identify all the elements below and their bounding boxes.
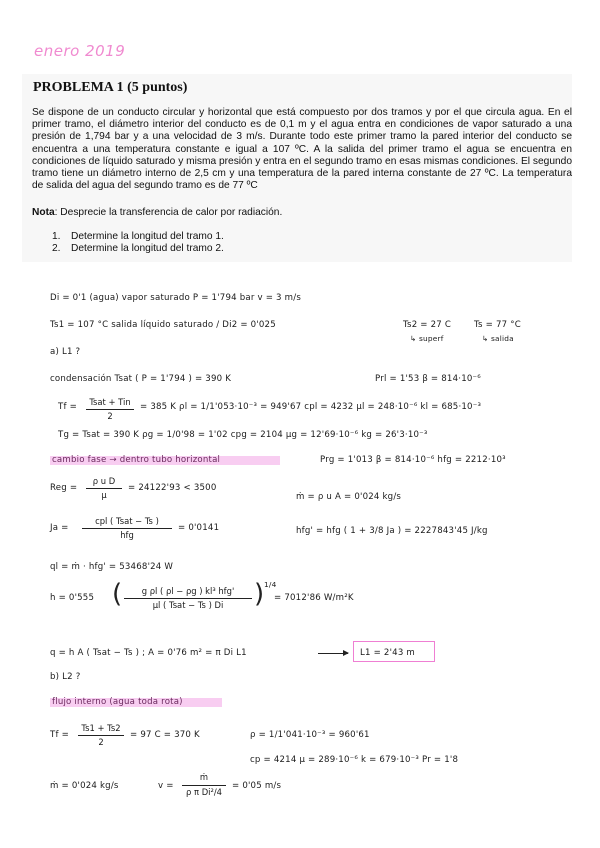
question-number: 1. bbox=[52, 231, 61, 242]
length-1-result: L1 = 2'43 m bbox=[360, 648, 415, 658]
fraction-bar bbox=[86, 488, 122, 489]
problem-note bbox=[32, 207, 282, 218]
film-temp-label: Tf = bbox=[58, 402, 78, 412]
fraction-bar bbox=[182, 785, 226, 786]
film-temp-2-label: Tf = bbox=[50, 730, 70, 740]
vapor-props-2: Prg = 1'013 β = 814·10⁻⁶ hfg = 2212·10³ bbox=[320, 455, 506, 465]
velocity-label: v = bbox=[158, 781, 174, 791]
film-temp-2-value: = 97 C = 370 K bbox=[130, 730, 200, 740]
fraction-bar bbox=[82, 528, 172, 529]
note-label: Nota bbox=[32, 207, 55, 218]
film-temp-2-numerator: Ts1 + Ts2 bbox=[81, 723, 121, 733]
velocity-value: = 0'05 m/s bbox=[232, 781, 282, 791]
question-item bbox=[52, 243, 224, 255]
film-temp-denominator: 2 bbox=[107, 411, 113, 421]
vapor-properties: Tg = Tsat = 390 K ρg = 1/0'98 = 1'02 cpg = 2104 μg = 12'69·10⁻⁶ kg = 26'3·10⁻³ bbox=[58, 430, 428, 440]
velocity-denominator: ρ π Di²/4 bbox=[186, 787, 222, 797]
open-paren-icon: ( bbox=[112, 579, 123, 609]
fraction-bar bbox=[86, 409, 134, 410]
htc-value: = 7012'86 W/m²K bbox=[274, 593, 354, 603]
mass-flow: ṁ = ρ u A = 0'024 kg/s bbox=[296, 492, 402, 502]
film-temp-numerator: Tsat + Tin bbox=[89, 397, 131, 407]
note-text: : Desprecie la transferencia de calor por radiación. bbox=[54, 207, 283, 218]
water-properties: cp = 4214 μ = 289·10⁻⁶ k = 679·10⁻³ Pr = 1'8 bbox=[250, 755, 459, 765]
mass-flow-2: ṁ = 0'024 kg/s bbox=[50, 781, 119, 791]
close-paren-icon: ) bbox=[254, 579, 265, 609]
question-text: Determine la longitud del tramo 2. bbox=[71, 243, 224, 254]
liquid-prandtl: Prl = 1'53 β = 814·10⁻⁶ bbox=[375, 374, 481, 384]
question-item bbox=[52, 231, 224, 243]
jakob-label: Ja = bbox=[50, 523, 69, 533]
problem-body: Se dispone de un conducto circular y horizontal que está compuesto por dos tramos y por el que circula agua. En el primer tramo, el diámetro interior del conducto es de 0,1 m y el agua entra en condiciones de vapor saturado a una presión de 1,794 bar y a una velocidad de 3 m/s. Durante todo este primer tramo la pared interior del conducto se encuentra a una temperatura constante e igual a 107 ºC. A la salida del primer tramo el agua se encuentra en condiciones de líquido saturado y misma presión y entra en el segundo tramo en esas mismas condiciones. El segundo tramo tiene un diámetro interno de 2,5 cm y una temperatura de la pared interna constante de 27 ºC. La temperatura de salida del agua del segundo tramo es de 77 ºC bbox=[32, 107, 572, 192]
liquid-properties: = 385 K ρl = 1/1'053·10⁻³ = 949'67 cpl = 4232 μl = 248·10⁻⁶ kl = 685·10⁻³ bbox=[140, 402, 482, 412]
temperature-data-line: Ts1 = 107 °C salida líquido saturado / Di2 = 0'025 bbox=[50, 320, 276, 330]
condensation-line: condensación Tsat ( P = 1'794 ) = 390 K bbox=[50, 374, 232, 384]
jakob-numerator: cpl ( Tsat − Ts ) bbox=[95, 516, 159, 526]
question-number: 2. bbox=[52, 243, 61, 254]
surface-annotation: ↳ superf bbox=[410, 334, 444, 343]
question-list bbox=[52, 231, 224, 255]
highlighted-heading-internal-flow: flujo interno (agua toda rota) bbox=[52, 697, 183, 707]
film-temp-2-denominator: 2 bbox=[98, 737, 104, 747]
htc-denominator: μl ( Tsat − Ts ) Di bbox=[152, 600, 224, 610]
jakob-value: = 0'0141 bbox=[178, 523, 220, 533]
jakob-denominator: hfg bbox=[120, 530, 134, 540]
reynolds-value: = 24122'93 < 3500 bbox=[128, 483, 217, 493]
part-a-label: a) L1 ? bbox=[50, 347, 81, 357]
reynolds-numerator: ρ u D bbox=[92, 476, 116, 486]
reynolds-label: Reg = bbox=[50, 483, 78, 493]
arrow-right-icon bbox=[318, 653, 348, 654]
htc-exponent: 1/4 bbox=[264, 580, 277, 589]
part-b-label: b) L2 ? bbox=[50, 672, 81, 682]
outlet-annotation: ↳ salida bbox=[482, 334, 514, 343]
heat-rate: ql = ṁ · hfg' = 53468'24 W bbox=[50, 562, 174, 572]
velocity-numerator: ṁ bbox=[199, 772, 209, 782]
fraction-bar bbox=[78, 735, 124, 736]
surface-temp-2: Ts2 = 27 C bbox=[403, 320, 452, 330]
htc-label: h = 0'555 bbox=[50, 593, 95, 603]
fraction-bar bbox=[124, 598, 252, 599]
problem-title: PROBLEMA 1 (5 puntos) bbox=[33, 80, 188, 95]
modified-latent-heat: hfg' = hfg ( 1 + 3/8 Ja ) = 2227843'45 J/kg bbox=[296, 526, 488, 536]
reynolds-denominator: μ bbox=[101, 490, 107, 500]
water-density: ρ = 1/1'041·10⁻³ = 960'61 bbox=[250, 730, 370, 740]
question-text: Determine la longitud del tramo 1. bbox=[71, 231, 224, 242]
outlet-temp: Ts = 77 °C bbox=[474, 320, 521, 330]
given-data-line: Di = 0'1 (agua) vapor saturado P = 1'794 bar v = 3 m/s bbox=[50, 293, 301, 303]
heat-equation: q = h A ( Tsat − Ts ) ; A = 0'76 m² = π Di L1 bbox=[50, 648, 247, 658]
htc-numerator: g ρl ( ρl − ρg ) kl³ hfg' bbox=[141, 586, 235, 596]
date-heading: enero 2019 bbox=[34, 42, 126, 60]
highlighted-heading-phase-change: cambio fase → dentro tubo horizontal bbox=[52, 455, 221, 465]
